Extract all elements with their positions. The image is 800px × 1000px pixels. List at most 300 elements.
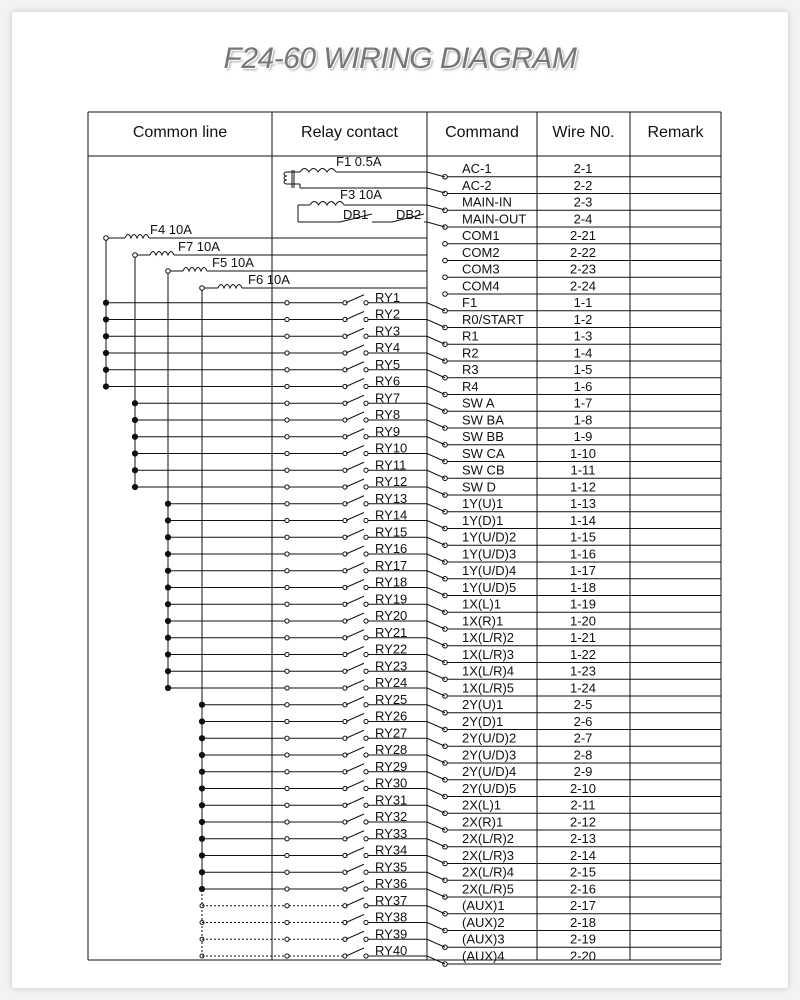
command-label: 2X(L/R)2 (462, 831, 515, 846)
relay-input-terminal (285, 401, 289, 405)
wire-number-label: 1-4 (573, 345, 593, 361)
terminal-lead (427, 789, 445, 797)
relay-input-terminal (285, 418, 289, 422)
relay-contact-node (364, 669, 368, 673)
wire-number-label: 2-22 (569, 244, 597, 260)
relay-label: RY37 (375, 892, 408, 908)
relay-label: RY34 (375, 842, 408, 858)
header-common-line: Common line (132, 124, 228, 141)
relay-label: RY18 (375, 574, 408, 590)
relay-contact-blade (346, 764, 364, 772)
relay-contact-node (364, 887, 368, 891)
command-label: 2X(L/R)5 (462, 881, 515, 897)
terminal-lead (427, 487, 445, 495)
relay-label: RY30 (375, 775, 408, 791)
relay-contact-node (364, 451, 368, 455)
command-label: 2Y(U/D)5 (462, 780, 517, 796)
terminal-lead (427, 705, 445, 713)
terminal-lead (427, 571, 445, 579)
wire-number-label: 1-11 (570, 462, 596, 478)
terminal-lead (427, 621, 445, 629)
command-label: (AUX)4 (462, 948, 505, 964)
relay-label: RY36 (375, 876, 408, 891)
terminal-lead (427, 454, 445, 462)
terminal-lead (427, 772, 445, 780)
breaker-db2-label: DB2 (396, 207, 422, 222)
command-label: 2X(L/R)3 (462, 847, 515, 863)
command-label: 2Y(U/D)3 (462, 747, 517, 763)
relay-contact-blade (346, 596, 364, 604)
relay-contact-blade (346, 412, 364, 420)
relay-label: RY11 (375, 457, 407, 473)
command-label: SW A (462, 395, 495, 411)
relay-contact-node (364, 954, 368, 958)
fuse-f4-node (104, 236, 109, 241)
relay-label: RY28 (375, 742, 408, 757)
command-label: 2X(R)1 (462, 814, 504, 830)
relay-contact-blade (346, 663, 364, 671)
terminal-lead (427, 320, 445, 328)
relay-label: RY4 (375, 340, 401, 355)
relay-contact-blade (346, 948, 364, 956)
relay-contact-blade (346, 496, 364, 504)
relay-label: RY32 (375, 809, 408, 824)
command-label: SW BA (462, 412, 504, 428)
relay-input-terminal (285, 451, 289, 455)
terminal-lead (427, 554, 445, 562)
command-label: 2Y(U/D)2 (462, 730, 517, 746)
terminal-lead (427, 387, 445, 395)
relay-contact-blade (346, 462, 364, 470)
command-label: 2X(L)1 (462, 797, 502, 813)
relay-contact-blade (346, 831, 364, 839)
command-label: 1Y(U/D)5 (462, 579, 517, 595)
wire-number-label: 2-11 (570, 797, 596, 813)
relay-contact-blade (346, 446, 364, 454)
relay-contact-node (364, 552, 368, 556)
wire-number-label: 1-9 (573, 429, 593, 444)
relay-label: RY38 (375, 909, 408, 925)
relay-contact-blade (346, 580, 364, 588)
fuse-f3-icon (310, 202, 344, 206)
relay-contact-node (364, 334, 368, 338)
fuse-f1-label: F1 0.5A (336, 154, 382, 169)
relay-contact-node (364, 569, 368, 573)
relay-label: RY13 (375, 490, 408, 506)
command-terminal (443, 191, 448, 196)
wire-number-label: 1-23 (569, 663, 597, 679)
terminal-lead (427, 638, 445, 646)
relay-input-terminal (285, 786, 289, 790)
page-title: F24-60 WIRING DIAGRAM (223, 42, 577, 75)
relay-contact-blade (346, 714, 364, 722)
wire-number-label: 1-10 (569, 445, 597, 461)
terminal-lead (427, 222, 445, 227)
fuse-f6-label: F6 10A (248, 272, 290, 287)
fuse-f7-icon (150, 252, 174, 256)
terminal-lead (427, 588, 445, 596)
relay-contact-blade (346, 915, 364, 923)
wire-number-label: 1-6 (573, 378, 593, 394)
wire-number-label: 2-17 (569, 898, 597, 913)
relay-input-terminal (285, 803, 289, 807)
command-terminal (443, 292, 448, 297)
relay-input-terminal (285, 485, 289, 489)
relay-label: RY39 (375, 926, 408, 942)
terminal-lead (427, 353, 445, 361)
wire-number-label: 2-2 (573, 177, 593, 193)
command-label: 1Y(U/D)2 (462, 529, 517, 545)
relay-contact-node (364, 820, 368, 824)
relay-contact-node (364, 636, 368, 640)
terminal-lead (427, 437, 445, 445)
command-label: SW D (462, 479, 496, 495)
relay-contact-node (364, 786, 368, 790)
relay-contact-node (364, 602, 368, 606)
relay-contact-node (364, 719, 368, 723)
relay-contact-blade (346, 730, 364, 738)
terminal-lead (427, 403, 445, 411)
wire-number-label: 1-17 (569, 563, 597, 578)
terminal-lead (427, 172, 445, 177)
relay-contact-blade (346, 680, 364, 688)
terminal-lead (427, 188, 445, 193)
relay-contact-node (364, 652, 368, 656)
wire-number-label: 2-9 (573, 764, 593, 779)
relay-contact-node (364, 317, 368, 321)
terminal-lead (427, 205, 445, 210)
relay-input-terminal (285, 552, 289, 556)
wire-number-label: 2-18 (569, 914, 597, 930)
wire-number-label: 2-6 (573, 713, 593, 729)
relay-label: RY6 (375, 373, 401, 389)
relay-contact-blade (346, 312, 364, 320)
relay-input-terminal (285, 703, 289, 707)
fuse-f3-label: F3 10A (340, 187, 382, 202)
terminal-lead (427, 336, 445, 344)
relay-contact-blade (346, 898, 364, 906)
terminal-lead (427, 470, 445, 478)
header-command: Command (445, 124, 519, 141)
wire-number-label: 1-19 (569, 596, 597, 612)
relay-contact-blade (346, 797, 364, 805)
relay-label: RY26 (375, 708, 408, 724)
relay-contact-node (364, 418, 368, 422)
relay-label: RY5 (375, 356, 401, 372)
command-label: AC-1 (462, 161, 492, 176)
fuse-f5-node (166, 269, 171, 274)
wire-number-label: 1-14 (569, 512, 597, 528)
command-label: 1Y(D)1 (462, 512, 504, 528)
relay-label: RY20 (375, 608, 408, 623)
relay-label: RY27 (375, 725, 408, 741)
relay-contact-node (364, 485, 368, 489)
command-label: COM3 (462, 261, 500, 277)
relay-contact-blade (346, 379, 364, 387)
relay-label: RY17 (375, 557, 408, 573)
relay-input-terminal (285, 435, 289, 439)
relay-input-terminal (285, 468, 289, 472)
wire-number-label: 1-12 (569, 479, 597, 495)
relay-contact-node (364, 535, 368, 539)
command-label: 1X(L/R)4 (462, 663, 515, 679)
header-remark: Remark (647, 124, 704, 141)
relay-label: RY33 (375, 825, 408, 841)
relay-label: RY10 (375, 440, 408, 456)
header-relay-contact: Relay contact (301, 124, 398, 141)
fuse-f1-icon (300, 169, 336, 173)
relay-contact-node (364, 904, 368, 908)
relay-input-terminal (285, 669, 289, 673)
relay-input-terminal (285, 719, 289, 723)
relay-label: RY23 (375, 658, 408, 674)
relay-contact-node (364, 837, 368, 841)
command-label: 1X(L/R)3 (462, 646, 515, 662)
relay-input-terminal (285, 535, 289, 539)
relay-input-terminal (285, 920, 289, 924)
relay-contact-blade (346, 395, 364, 403)
relay-contact-blade (346, 513, 364, 521)
relay-contact-blade (346, 781, 364, 789)
command-label: AC-2 (462, 177, 492, 193)
terminal-lead (427, 303, 445, 311)
fuse-f5-label: F5 10A (212, 255, 254, 270)
wire-number-label: 2-24 (569, 278, 597, 294)
fuse-f7-label: F7 10A (178, 239, 220, 254)
command-label: (AUX)1 (462, 898, 505, 913)
relay-input-terminal (285, 301, 289, 305)
command-label: (AUX)2 (462, 914, 505, 930)
terminal-lead (427, 839, 445, 847)
transformer-coil-icon (284, 172, 287, 184)
fuse-f4-icon (125, 235, 149, 239)
terminal-lead (427, 923, 445, 931)
wire-number-label: 2-12 (569, 814, 597, 830)
command-label: F1 (462, 295, 478, 310)
relay-contact-node (364, 502, 368, 506)
relay-contact-blade (346, 864, 364, 872)
terminal-lead (427, 370, 445, 378)
relay-label: RY22 (375, 641, 408, 657)
wire-number-label: 1-8 (573, 412, 593, 428)
terminal-lead (427, 604, 445, 612)
relay-contact-node (364, 401, 368, 405)
relay-label: RY1 (375, 289, 401, 305)
command-label: (AUX)3 (462, 931, 505, 947)
fuse-f5-icon (183, 268, 207, 272)
relay-contact-node (364, 435, 368, 439)
command-label: 2X(L/R)4 (462, 864, 515, 880)
relay-input-terminal (285, 954, 289, 958)
relay-input-terminal (285, 317, 289, 321)
relay-input-terminal (285, 502, 289, 506)
wire-number-label: 2-7 (573, 730, 593, 746)
relay-contact-node (364, 384, 368, 388)
fuse-f6-icon (218, 285, 242, 289)
wire-number-label: 1-13 (569, 496, 597, 511)
relay-contact-node (364, 518, 368, 522)
terminal-lead (427, 889, 445, 897)
relay-label: RY9 (375, 423, 401, 439)
wire-number-label: 2-20 (569, 948, 597, 964)
command-label: COM4 (462, 278, 500, 294)
relay-contact-node (364, 368, 368, 372)
command-label: COM1 (462, 228, 500, 243)
relay-contact-blade (346, 931, 364, 939)
relay-contact-node (364, 870, 368, 874)
wire-number-label: 2-8 (573, 747, 593, 763)
wire-number-label: 1-2 (573, 311, 593, 327)
relay-contact-node (364, 585, 368, 589)
wire-number-label: 1-22 (569, 646, 597, 662)
wire-number-label: 2-21 (569, 228, 597, 243)
relay-contact-blade (346, 345, 364, 353)
wire-number-label: 2-13 (569, 831, 597, 846)
terminal-lead (427, 906, 445, 914)
fuse-f4-label: F4 10A (150, 222, 192, 237)
relay-input-terminal (285, 870, 289, 874)
relay-contact-blade (346, 647, 364, 655)
relay-contact-node (364, 301, 368, 305)
command-label: SW CB (462, 462, 505, 478)
relay-input-terminal (285, 636, 289, 640)
wire-number-label: 1-21 (569, 630, 597, 645)
relay-label: RY40 (375, 943, 408, 958)
relay-contact-blade (346, 295, 364, 303)
relay-contact-node (364, 686, 368, 690)
terminal-lead (427, 755, 445, 763)
command-label: R3 (462, 362, 479, 377)
terminal-lead (427, 856, 445, 864)
wire-number-label: 2-16 (569, 881, 597, 897)
relay-contact-blade (346, 747, 364, 755)
command-terminal (443, 208, 448, 213)
relay-contact-blade (346, 630, 364, 638)
fuse-f7-node (133, 253, 138, 258)
relay-contact-blade (346, 563, 364, 571)
relay-input-terminal (285, 652, 289, 656)
command-label: 1Y(U/D)3 (462, 546, 517, 562)
relay-label: RY25 (375, 691, 408, 707)
relay-contact-node (364, 736, 368, 740)
wire-number-label: 1-3 (573, 328, 593, 344)
wire-number-label: 2-15 (569, 864, 597, 880)
relay-contact-blade (346, 613, 364, 621)
command-label: 1Y(U/D)4 (462, 563, 517, 578)
relay-contact-node (364, 937, 368, 941)
relay-label: RY12 (375, 474, 408, 489)
wire-number-label: 2-5 (573, 697, 593, 712)
command-label: 1X(R)1 (462, 613, 504, 629)
relay-label: RY19 (375, 591, 408, 607)
command-label: 1X(L/R)2 (462, 630, 515, 645)
relay-contact-node (364, 468, 368, 472)
terminal-lead (427, 671, 445, 679)
relay-contact-node (364, 703, 368, 707)
relay-label: RY8 (375, 407, 401, 422)
wire-number-label: 2-14 (569, 847, 597, 863)
command-label: R1 (462, 328, 479, 344)
command-label: 2Y(U)1 (462, 697, 504, 712)
wire-number-label: 1-24 (569, 680, 597, 696)
command-label: 1X(L/R)5 (462, 680, 515, 696)
relay-contact-blade (346, 546, 364, 554)
relay-input-terminal (285, 518, 289, 522)
relay-contact-blade (346, 848, 364, 856)
relay-input-terminal (285, 820, 289, 824)
relay-contact-blade (346, 697, 364, 705)
relay-label: RY7 (375, 390, 401, 406)
command-label: 2Y(D)1 (462, 713, 504, 729)
relay-label: RY31 (375, 792, 408, 808)
wire-number-label: 2-19 (569, 931, 597, 947)
relay-input-terminal (285, 384, 289, 388)
relay-input-terminal (285, 569, 289, 573)
relay-contact-blade (346, 328, 364, 336)
relay-contact-node (364, 351, 368, 355)
command-terminal (443, 241, 448, 246)
command-label: MAIN-OUT (462, 211, 527, 227)
relay-contact-node (364, 619, 368, 623)
wire-number-label: 2-10 (569, 780, 597, 796)
command-label: R0/START (462, 311, 524, 327)
command-terminal (443, 275, 448, 280)
terminal-lead (427, 420, 445, 428)
wire-number-label: 1-5 (573, 362, 593, 377)
terminal-lead (427, 521, 445, 529)
terminal-lead (427, 655, 445, 663)
command-label: 2Y(U/D)4 (462, 764, 517, 779)
relay-input-terminal (285, 753, 289, 757)
relay-contact-blade (346, 362, 364, 370)
wire-number-label: 2-23 (569, 261, 597, 277)
terminal-lead (427, 805, 445, 813)
command-label: SW CA (462, 445, 505, 461)
wire-number-label: 2-4 (573, 211, 593, 227)
terminal-lead (427, 738, 445, 746)
wire-number-label: 2-3 (573, 194, 593, 210)
relay-label: RY21 (375, 624, 408, 640)
relay-label: RY15 (375, 524, 408, 540)
terminal-lead (427, 822, 445, 830)
relay-contact-blade (346, 881, 364, 889)
relay-contact-node (364, 753, 368, 757)
wire-number-label: 1-18 (569, 579, 597, 595)
wire-number-label: 2-1 (573, 161, 593, 176)
terminal-lead (427, 872, 445, 880)
relay-contact-node (364, 770, 368, 774)
relay-contact-blade (346, 429, 364, 437)
relay-input-terminal (285, 853, 289, 857)
command-label: SW BB (462, 429, 504, 444)
terminal-lead (427, 939, 445, 947)
relay-input-terminal (285, 904, 289, 908)
relay-label: RY14 (375, 507, 408, 523)
relay-input-terminal (285, 585, 289, 589)
wire-number-label: 1-16 (569, 546, 597, 562)
relay-input-terminal (285, 887, 289, 891)
command-label: R4 (462, 378, 479, 394)
command-label: R2 (462, 345, 479, 361)
relay-input-terminal (285, 368, 289, 372)
relay-contact-node (364, 803, 368, 807)
wire-number-label: 1-20 (569, 613, 597, 629)
relay-input-terminal (285, 837, 289, 841)
relay-label: RY2 (375, 306, 401, 322)
wire-number-label: 1-7 (573, 395, 593, 411)
relay-label: RY29 (375, 758, 408, 774)
relay-input-terminal (285, 619, 289, 623)
